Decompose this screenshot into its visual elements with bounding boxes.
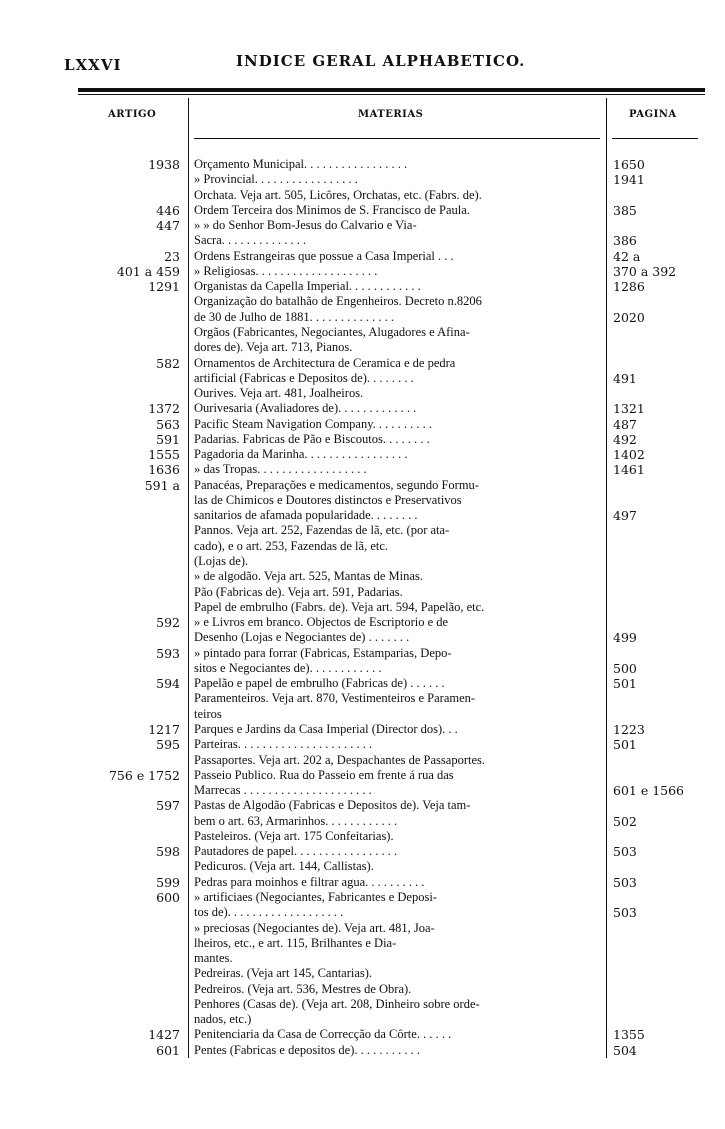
entry-text: » Provincial. . . . . . . . . . . . . . . . . — [194, 172, 358, 187]
entry-text: Pasteleiros. (Veja art. 175 Confeitarias). — [194, 828, 394, 843]
page-reference: 499 — [613, 630, 637, 646]
article-number: 592 — [156, 615, 180, 631]
index-entry-row — [0, 233, 725, 248]
page-reference: 2020 — [613, 309, 645, 325]
article-number: 756 e 1752 — [108, 767, 180, 783]
entry-text: nados, etc.) — [194, 1012, 252, 1027]
entry-text: Orgãos (Fabricantes, Negociantes, Alugadores e Afina- — [194, 324, 470, 339]
index-entry-row — [0, 691, 725, 706]
page-reference: 1650 — [613, 157, 645, 172]
index-entry-row — [0, 798, 725, 813]
entry-text: Pedreiras. (Veja art 145, Cantarias). — [194, 966, 373, 981]
index-entry-row — [0, 554, 725, 569]
page-reference: 1461 — [613, 462, 645, 478]
page-reference: 1941 — [613, 172, 645, 188]
entry-text: Desenho (Lojas e Negociantes de) . . . . . . . — [194, 630, 410, 645]
column-header-artigo: ARTIGO — [108, 109, 157, 120]
entry-text: Pagadoria da Marinha. . . . . . . . . . . . . . . . . — [194, 447, 408, 462]
index-entry-row — [0, 386, 725, 401]
index-entry-row — [0, 921, 725, 936]
header-rule-thick — [78, 88, 705, 92]
index-entry-row — [0, 585, 725, 600]
index-entry-row — [0, 523, 725, 538]
index-entry-row — [0, 325, 725, 340]
index-entry-row — [0, 249, 725, 264]
article-number: 1938 — [148, 157, 180, 172]
index-entry-row — [0, 1043, 725, 1058]
index-entry-row — [0, 768, 725, 783]
index-entry-row — [0, 615, 725, 630]
page-title: INDICE GERAL ALPHABETICO. — [236, 52, 526, 70]
entry-text: Panacéas, Preparações e medicamentos, segundo Formu- — [194, 477, 479, 492]
entry-text: Ornamentos de Architectura de Ceramica e de pedra — [194, 355, 456, 370]
article-number: 582 — [156, 355, 180, 371]
article-number: 401 a 459 — [116, 263, 180, 279]
page-number: LXXVI — [64, 56, 122, 74]
page-reference: 503 — [613, 844, 637, 860]
entry-text: Pedras para moinhos e filtrar agua. . . . . . . . . . — [194, 874, 425, 889]
entry-text: artificial (Fabricas e Depositos de). . . . . . . . — [194, 370, 414, 385]
entry-text: Pacific Steam Navigation Company. . . . . . . . . . — [194, 416, 433, 431]
entry-text: Orçamento Municipal. . . . . . . . . . . . . . . . . — [194, 157, 408, 171]
index-entry-row — [0, 279, 725, 294]
index-entry-row — [0, 432, 725, 447]
entry-text: Passaportes. Veja art. 202 a, Despachantes de Passaportes. — [194, 752, 486, 767]
index-entry-row — [0, 951, 725, 966]
entry-text: Penhores (Casas de). (Veja art. 208, Dinheiro sobre orde- — [194, 996, 480, 1011]
index-entry-row — [0, 478, 725, 493]
entry-text: (Lojas de). — [194, 554, 249, 569]
article-number: 1636 — [148, 462, 180, 478]
page-reference: 1402 — [613, 447, 645, 463]
page-reference: 504 — [613, 1042, 637, 1058]
page-reference: 370 a 392 — [613, 263, 677, 279]
article-number: 597 — [156, 798, 180, 814]
index-entry-row — [0, 676, 725, 691]
index-entry-row — [0, 722, 725, 737]
entry-text: Organistas da Capella Imperial. . . . . . . . . . . . — [194, 279, 421, 294]
index-entry-row — [0, 203, 725, 218]
article-number: 591 — [156, 431, 180, 447]
entry-text: » e Livros em branco. Objectos de Escriptorio e de — [194, 615, 449, 630]
entry-text: Orchata. Veja art. 505, Licôres, Orchatas, etc. (Fabrs. de). — [194, 187, 482, 202]
entry-text: » preciosas (Negociantes de). Veja art. 481, Joa- — [194, 920, 435, 935]
page-reference: 1286 — [613, 279, 645, 295]
page-reference: 491 — [613, 370, 637, 386]
index-entry-row — [0, 539, 725, 554]
column-header-rule-right — [612, 138, 698, 139]
column-header-pagina: PAGINA — [629, 109, 677, 120]
index-entry-row — [0, 417, 725, 432]
index-entry-row — [0, 447, 725, 462]
index-entry-row — [0, 966, 725, 981]
entry-text: sanitarios de afamada popularidade. . . . . . . . — [194, 508, 418, 523]
index-entry-row — [0, 844, 725, 859]
article-number: 447 — [156, 218, 180, 234]
entry-text: Pastas de Algodão (Fabricas e Depositos de). Veja tam- — [194, 798, 471, 813]
page-reference: 1223 — [613, 721, 645, 737]
article-number: 595 — [156, 737, 180, 753]
index-entry-row — [0, 905, 725, 920]
index-entry-row — [0, 356, 725, 371]
index-entry-row — [0, 218, 725, 233]
entry-text: sitos e Negociantes de). . . . . . . . . . . . — [194, 660, 382, 675]
entry-text: Passeio Publico. Rua do Passeio em frente á rua das — [194, 767, 454, 782]
page-reference: 386 — [613, 233, 637, 249]
header-rule-thin — [78, 94, 705, 95]
index-entry-row — [0, 737, 725, 752]
entry-text: bem o art. 63, Armarinhos. . . . . . . . . . . . — [194, 813, 398, 828]
article-number: 591 a — [144, 477, 180, 493]
index-entry-row — [0, 1027, 725, 1042]
article-number: 563 — [156, 416, 180, 432]
index-entry-row — [0, 188, 725, 203]
entry-text: Paramenteiros. Veja art. 870, Vestimenteiros e Paramen- — [194, 691, 476, 706]
entry-text: » artificiaes (Negociantes, Fabricantes e Deposi- — [194, 889, 437, 904]
entry-text: Ordem Terceira dos Minimos de S. Francisco de Paula. — [194, 202, 470, 217]
article-number: 594 — [156, 676, 180, 692]
entry-text: » » do Senhor Bom-Jesus do Calvario e Via- — [194, 218, 417, 233]
entry-text: Pedreiros. (Veja art. 536, Mestres de Obra). — [194, 981, 412, 996]
entry-text: Parteiras. . . . . . . . . . . . . . . . . . . . . . — [194, 737, 373, 752]
entry-text: » das Tropas. . . . . . . . . . . . . . . . . . — [194, 462, 367, 477]
index-entry-row — [0, 310, 725, 325]
entry-text: cado), e o art. 253, Fazendas de lã, etc. — [194, 538, 389, 553]
entry-text: Ordens Estrangeiras que possue a Casa Imperial . . . — [194, 248, 454, 263]
index-entry-row — [0, 462, 725, 477]
index-entry-row — [0, 569, 725, 584]
index-entry-row — [0, 707, 725, 722]
entry-text: Papelão e papel de embrulho (Fabricas de) . . . . . . — [194, 676, 445, 691]
index-entry-row — [0, 1012, 725, 1027]
index-entry-row — [0, 783, 725, 798]
page-reference: 42 a — [613, 248, 641, 264]
entry-text: Parques e Jardins da Casa Imperial (Director dos). . . — [194, 721, 458, 736]
page-reference: 601 e 1566 — [613, 783, 685, 799]
entry-text: Pedicuros. (Veja art. 144, Callistas). — [194, 859, 374, 874]
entry-text: Ourives. Veja art. 481, Joalheiros. — [194, 386, 364, 401]
entry-text: Papel de embrulho (Fabrs. de). Veja art. 594, Papelão, etc. — [194, 599, 485, 614]
entry-text: las de Chimicos e Doutores distinctos e Preservativos — [194, 492, 462, 507]
entry-text: lheiros, etc., e art. 115, Brilhantes e Dia- — [194, 935, 397, 950]
index-entry-row — [0, 508, 725, 523]
entry-text: » de algodão. Veja art. 525, Mantas de Minas. — [194, 569, 423, 584]
article-number: 1217 — [148, 721, 180, 737]
page-reference: 385 — [613, 202, 637, 218]
column-header-materias: MATERIAS — [358, 109, 424, 120]
article-number: 599 — [156, 874, 180, 890]
index-entry-row — [0, 264, 725, 279]
index-entry-row — [0, 493, 725, 508]
article-number: 1555 — [148, 447, 180, 463]
article-number: 600 — [156, 889, 180, 905]
page-reference: 501 — [613, 737, 637, 753]
index-entry-row — [0, 829, 725, 844]
index-entry-row — [0, 600, 725, 615]
index-entry-row — [0, 875, 725, 890]
entry-text: Padarias. Fabricas de Pão e Biscoutos. . . . . . . . — [194, 431, 430, 446]
entry-text: Marrecas . . . . . . . . . . . . . . . . . . . . . — [194, 783, 372, 798]
index-entry-row — [0, 401, 725, 416]
entry-text: » Religiosas. . . . . . . . . . . . . . . . . . . . — [194, 263, 378, 278]
column-header-rule-left — [194, 138, 600, 139]
index-entry-row — [0, 661, 725, 676]
index-entry-row — [0, 997, 725, 1012]
page-reference: 502 — [613, 813, 637, 829]
page-reference: 1355 — [613, 1027, 645, 1043]
page-reference: 1321 — [613, 401, 645, 417]
page-reference: 501 — [613, 676, 637, 692]
index-entry-row — [0, 936, 725, 951]
page-reference: 492 — [613, 431, 637, 447]
page-reference: 497 — [613, 508, 637, 524]
index-entry-row — [0, 982, 725, 997]
index-entry-row — [0, 294, 725, 309]
article-number: 446 — [156, 202, 180, 218]
index-entry-row — [0, 753, 725, 768]
article-number: 601 — [156, 1042, 180, 1058]
page-reference: 500 — [613, 660, 637, 676]
entry-text: Pão (Fabricas de). Veja art. 591, Padarias. — [194, 584, 403, 599]
entry-text: » pintado para forrar (Fabricas, Estamparias, Depo- — [194, 645, 452, 660]
index-entry-row — [0, 859, 725, 874]
article-number: 23 — [164, 248, 180, 264]
page-reference: 503 — [613, 905, 637, 921]
entry-text: Ourivesaria (Avaliadores de). . . . . . . . . . . . . — [194, 401, 417, 416]
entry-text: Sacra. . . . . . . . . . . . . . — [194, 233, 307, 248]
entry-text: teiros — [194, 706, 222, 721]
index-entry-row — [0, 172, 725, 187]
entry-text: tos de). . . . . . . . . . . . . . . . . . . — [194, 905, 344, 920]
article-number: 1291 — [148, 279, 180, 295]
entry-text: Penitenciaria da Casa de Correcção da Côrte. . . . . . — [194, 1027, 452, 1042]
index-entry-row — [0, 157, 725, 172]
page-reference: 487 — [613, 416, 637, 432]
entry-text: mantes. — [194, 951, 233, 966]
entry-text: de 30 de Julho de 1881. . . . . . . . . . . . . . — [194, 309, 394, 324]
entry-text: Organização do batalhão de Engenheiros. Decreto n.8206 — [194, 294, 482, 309]
entry-text: Pautadores de papel. . . . . . . . . . . . . . . . . — [194, 844, 398, 859]
index-entry-row — [0, 630, 725, 645]
article-number: 1372 — [148, 401, 180, 417]
index-entry-row — [0, 646, 725, 661]
article-number: 593 — [156, 645, 180, 661]
index-entry-row — [0, 340, 725, 355]
index-entry-row — [0, 890, 725, 905]
index-entry-row — [0, 371, 725, 386]
entry-text: Pannos. Veja art. 252, Fazendas de lã, etc. (por ata- — [194, 523, 450, 538]
entry-text: Pentes (Fabricas e depositos de). . . . . . . . . . . — [194, 1042, 421, 1057]
page-reference: 503 — [613, 874, 637, 890]
article-number: 598 — [156, 844, 180, 860]
index-entry-row — [0, 814, 725, 829]
article-number: 1427 — [148, 1027, 180, 1043]
entry-text: dores de). Veja art. 713, Pianos. — [194, 340, 353, 355]
